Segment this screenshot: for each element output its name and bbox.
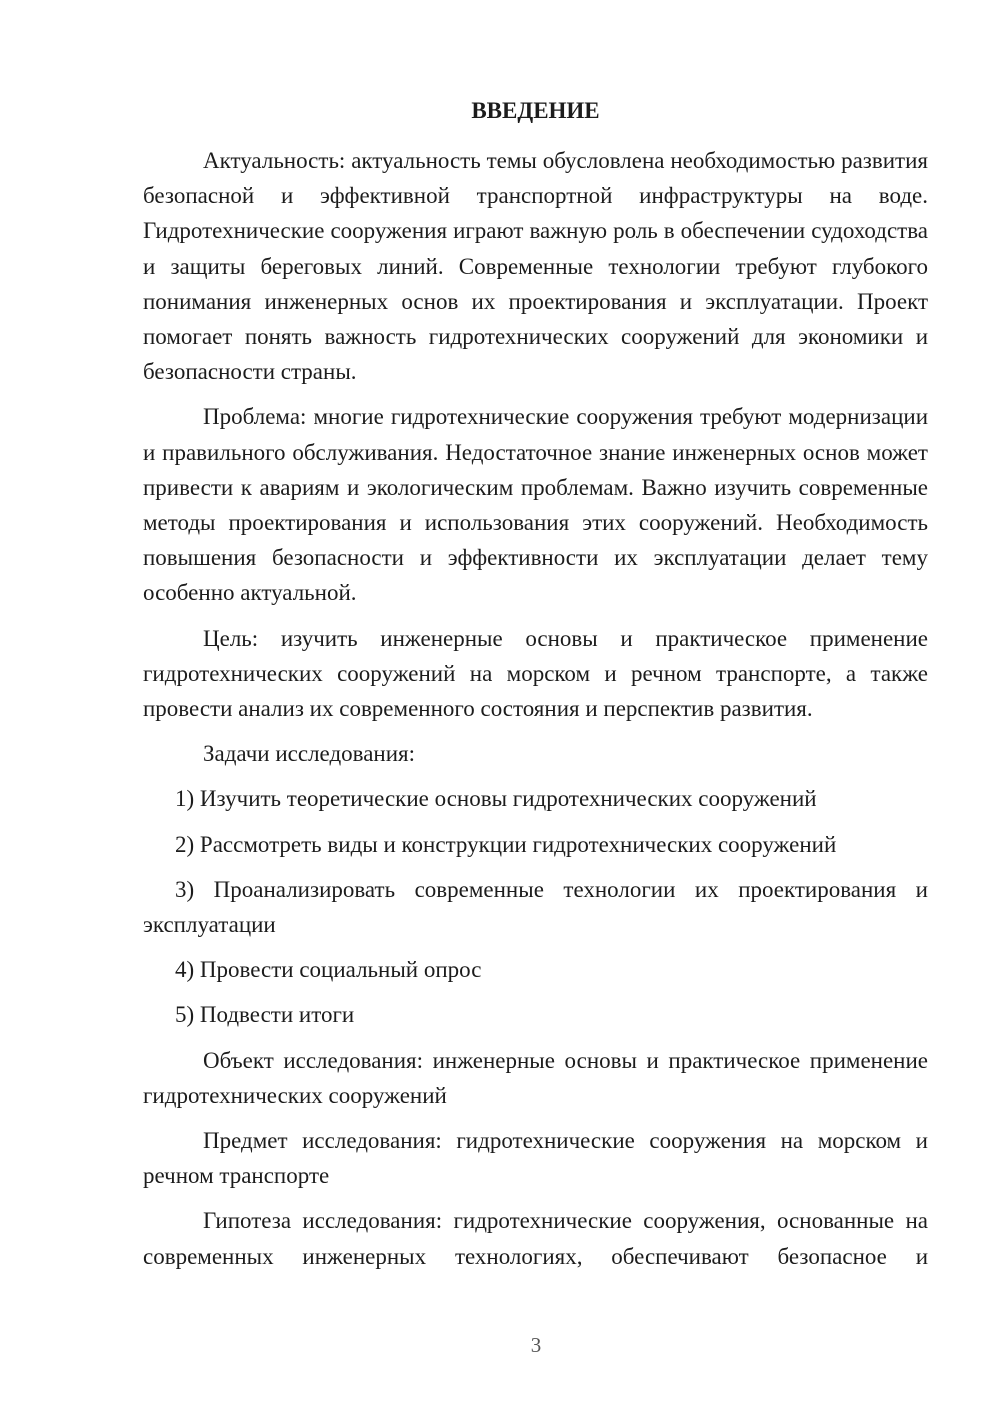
document-page	[143, 94, 928, 1274]
paragraph-goal: Цель: изучить инженерные основы и практическое применение гидротехнических сооружений на морском и речном транспорте, а также провести анализ их современного состояния и перспектив развития.	[143, 625, 928, 722]
task-item-3: 3) Проанализировать современные технологии их проектирования и эксплуатации	[143, 876, 928, 938]
paragraph-relevance: Актуальность: актуальность темы обусловлена необходимостью развития безопасной и эффективной транспортной инфраструктуры на воде. Гидротехнические сооружения играют важную роль в обеспечении судоходства и защиты береговых линий. Современные технологии требуют глубокого понимания инженерных основ их проектирования и эксплуатации. Проект помогает понять важность гидротехнических сооружений для экономики и безопасности страны.	[143, 148, 928, 385]
paragraph-subject: Предмет исследования: гидротехнические сооружения на морском и речном транспорте	[143, 1128, 928, 1189]
page-number: 3	[530, 1333, 542, 1357]
paragraph-problem: Проблема: многие гидротехнические сооружения требуют модернизации и правильного обслуживания. Недостаточное знание инженерных основ может привести к авариям и экологическим проблемам. Важно изучить современные методы проектирования и использования этих сооружений. Необходимость повышения безопасности и эффективности их эксплуатации делает тему особенно актуальной.	[143, 404, 928, 606]
task-item-4: 4) Провести социальный опрос	[175, 957, 482, 983]
page-title: ВВЕДЕНИЕ	[471, 98, 600, 123]
paragraph-hypothesis: Гипотеза исследования: гидротехнические сооружения, основанные на современных инженерных технологиях, обеспечивают безопасное и	[143, 1208, 928, 1269]
task-item-1: 1) Изучить теоретические основы гидротехнических сооружений	[175, 786, 817, 812]
task-item-5: 5) Подвести итоги	[175, 1002, 355, 1028]
tasks-title: Задачи исследования:	[203, 741, 416, 767]
task-item-2: 2) Рассмотреть виды и конструкции гидротехнических сооружений	[175, 831, 837, 857]
paragraph-object: Объект исследования: инженерные основы и практическое применение гидротехнических сооружений	[143, 1047, 928, 1108]
